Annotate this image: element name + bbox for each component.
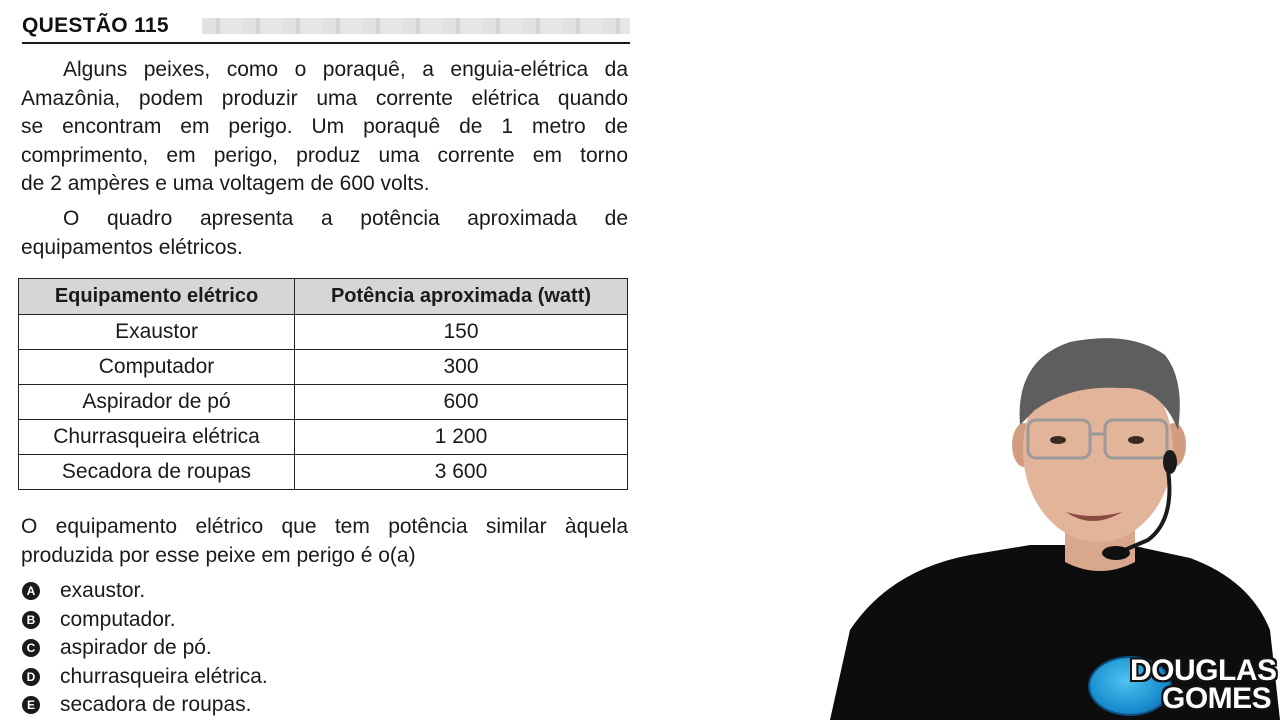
paragraph-line: de 2 ampères e uma voltagem de 600 volts.: [21, 172, 430, 195]
channel-logo: [1086, 654, 1276, 716]
paragraph-line: comprimento, em perigo, produz uma corrente em torno: [21, 143, 628, 167]
option-letter-icon: C: [22, 639, 40, 657]
option-text: exaustor.: [60, 579, 146, 603]
prompt-line: produzida por esse peixe em perigo é o(a): [21, 543, 416, 567]
table-cell-power: 600: [295, 385, 628, 420]
paragraph-intro: [21, 56, 628, 199]
option-letter-icon: A: [22, 582, 40, 600]
question-prompt: [21, 513, 628, 570]
header-decorative-stripe: [202, 18, 630, 34]
option-b[interactable]: [22, 606, 268, 635]
paragraph-line: se encontram em perigo. Um poraquê de 1 metro de: [21, 115, 628, 138]
option-a[interactable]: [22, 577, 268, 606]
question-title: QUESTÃO 115: [22, 14, 169, 37]
option-letter-icon: E: [22, 696, 40, 714]
table-cell-equipment: Churrasqueira elétrica: [19, 420, 295, 455]
table-cell-equipment: Exaustor: [19, 315, 295, 350]
option-c[interactable]: [22, 634, 268, 663]
table-cell-equipment: Secadora de roupas: [19, 455, 295, 490]
table-cell-power: 3 600: [295, 455, 628, 490]
paragraph-line: O quadro apresenta a potência aproximada de: [63, 207, 628, 230]
table-header-row: [19, 279, 628, 315]
paragraph-table-intro: [21, 205, 628, 262]
table-row: [19, 315, 628, 350]
table-row: [19, 385, 628, 420]
option-letter-icon: B: [22, 611, 40, 629]
logo-text-line1: DOUGLAS: [1130, 654, 1277, 687]
table-row: [19, 350, 628, 385]
answer-options: [22, 577, 268, 720]
option-text: secadora de roupas.: [60, 693, 252, 717]
table-cell-equipment: Computador: [19, 350, 295, 385]
table-cell-power: 1 200: [295, 420, 628, 455]
logo-text-line2: GOMES: [1162, 682, 1272, 715]
option-d[interactable]: [22, 663, 268, 692]
option-text: computador.: [60, 607, 176, 631]
table-cell-power: 150: [295, 315, 628, 350]
paragraph-line: Alguns peixes, como o poraquê, a enguia-elétrica da: [63, 58, 628, 81]
paragraph-line: Amazônia, podem produzir uma corrente elétrica quando: [21, 86, 628, 110]
table-header-power: Potência aproximada (watt): [295, 279, 628, 315]
table-header-equipment: Equipamento elétrico: [19, 279, 295, 315]
equipment-power-table: [18, 278, 628, 490]
prompt-line: O equipamento elétrico que tem potência similar àquela: [21, 515, 628, 538]
table-cell-equipment: Aspirador de pó: [19, 385, 295, 420]
table-row: [19, 455, 628, 490]
option-text: aspirador de pó.: [60, 636, 212, 660]
paragraph-line: equipamentos elétricos.: [21, 235, 243, 259]
question-header: [22, 12, 630, 44]
option-e[interactable]: [22, 691, 268, 720]
table-row: [19, 420, 628, 455]
option-letter-icon: D: [22, 668, 40, 686]
option-text: churrasqueira elétrica.: [60, 664, 268, 688]
table-cell-power: 300: [295, 350, 628, 385]
